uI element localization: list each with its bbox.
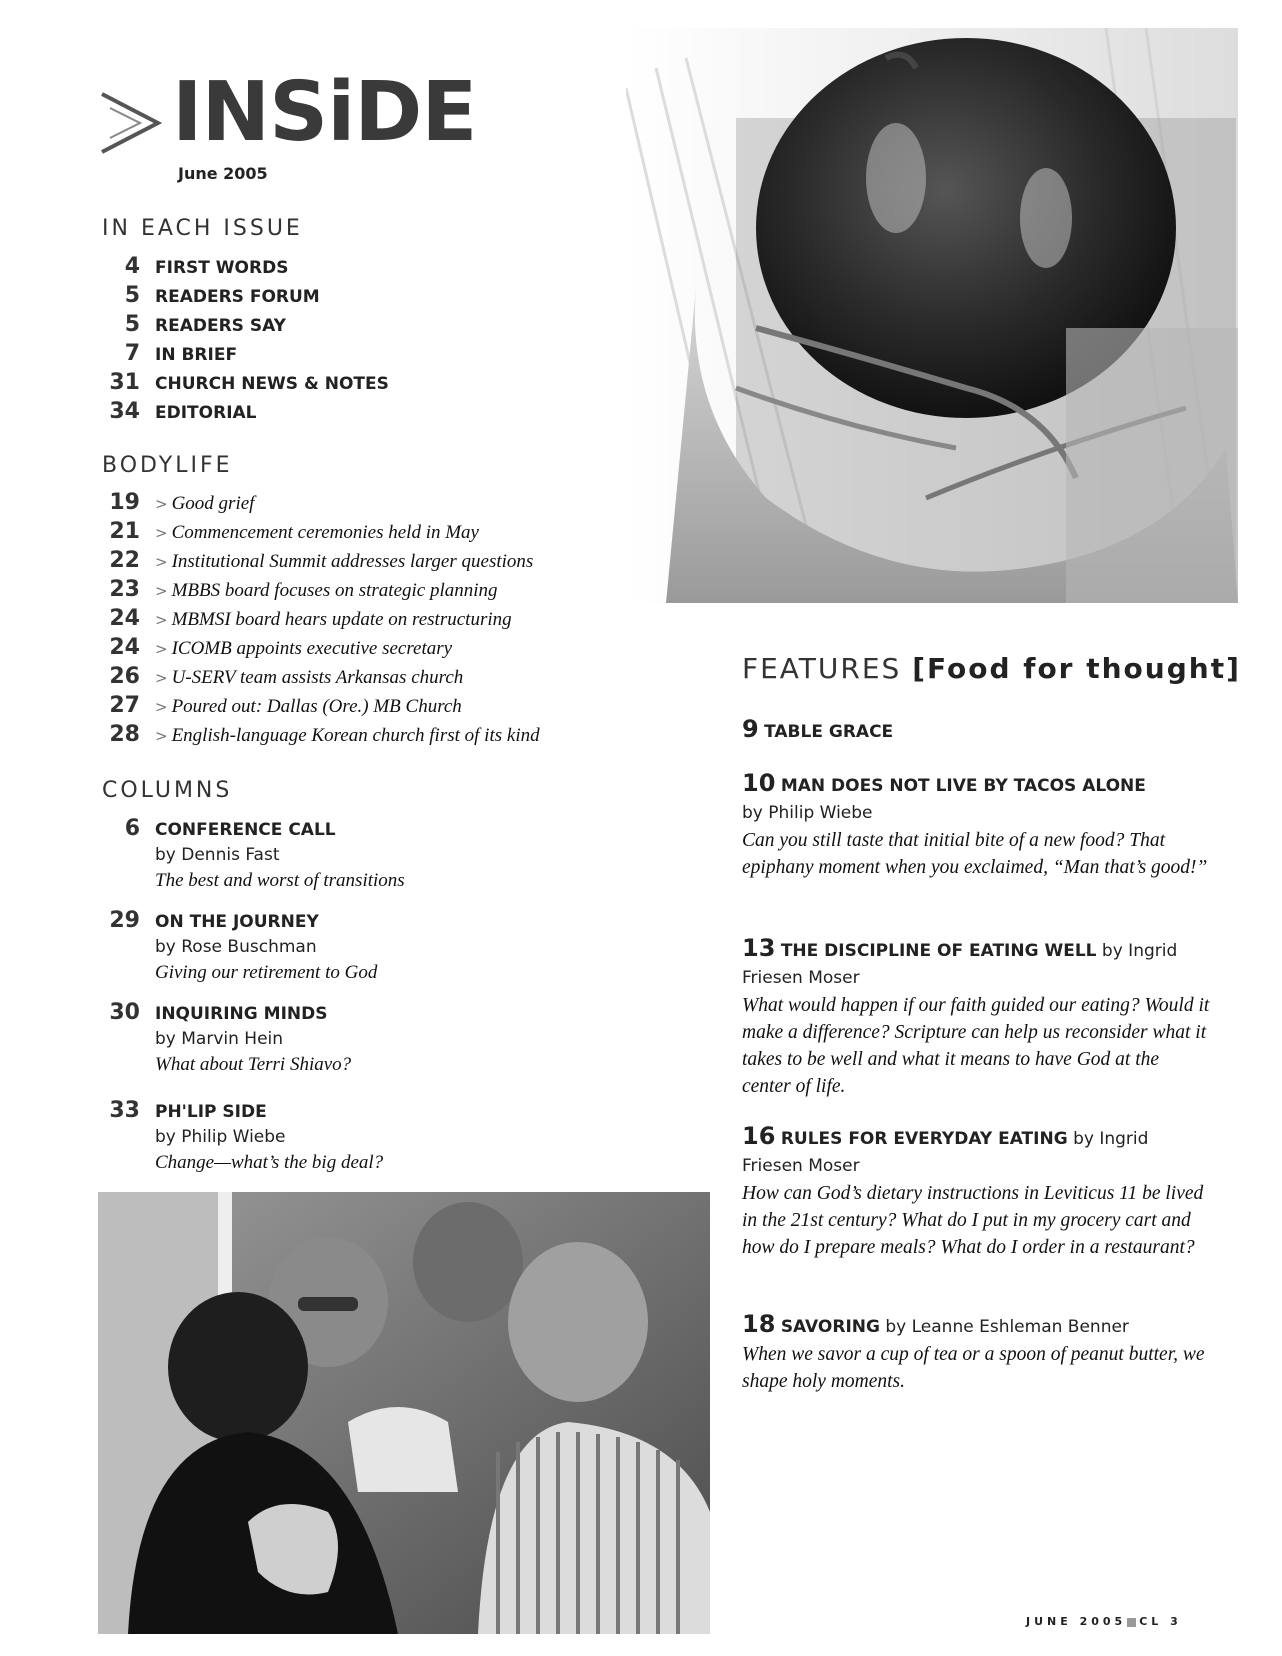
column-description: What about Terri Shiavo? xyxy=(155,1054,352,1075)
item-title: CHURCH NEWS & NOTES xyxy=(155,374,389,394)
page-number: 34 xyxy=(109,399,140,424)
arrow-icon: > xyxy=(155,640,168,658)
list-item[interactable] xyxy=(100,256,520,285)
column-entry[interactable] xyxy=(100,1000,520,1084)
feature-title: TABLE GRACE xyxy=(764,722,894,742)
page-number: 7 xyxy=(124,341,140,366)
feature-byline-cont: Friesen Moser xyxy=(742,1156,860,1176)
page-number: 28 xyxy=(109,722,140,747)
item-title xyxy=(155,551,533,573)
group-prayer-photo xyxy=(98,1192,710,1634)
page-number: 24 xyxy=(109,606,140,631)
feature-byline: by Ingrid xyxy=(1101,941,1178,961)
item-title xyxy=(155,725,540,747)
feature-description: When we savor a cup of tea or a spoon of peanut butter, we shape holy moments. xyxy=(742,1344,1205,1392)
item-text: Institutional Summit addresses larger questions xyxy=(171,551,534,572)
masthead-title: INSiDE xyxy=(172,65,477,160)
feature-title: MAN DOES NOT LIVE BY TACOS ALONE xyxy=(780,776,1146,796)
list-item[interactable] xyxy=(100,550,660,579)
feature-headline xyxy=(742,716,1212,746)
item-text: MBMSI board hears update on restructuring xyxy=(171,609,512,630)
feature-description: What would happen if our faith guided our eating? Would it make a difference? Scripture can help us reconsider what it takes to be well and what it means to have God at the center of life. xyxy=(742,995,1210,1097)
list-item[interactable] xyxy=(100,372,520,401)
column-entry[interactable] xyxy=(100,908,520,992)
chevron-right-icon xyxy=(100,90,162,156)
item-title: IN BRIEF xyxy=(155,345,238,365)
item-title xyxy=(155,667,463,689)
item-title xyxy=(155,696,462,718)
page-number: 27 xyxy=(109,693,140,718)
in-each-issue-heading: IN EACH ISSUE xyxy=(102,216,303,241)
list-item[interactable] xyxy=(100,695,660,724)
feature-byline: by Ingrid xyxy=(1073,1129,1149,1149)
feature-title: RULES FOR EVERYDAY EATING xyxy=(780,1129,1068,1149)
column-title: ON THE JOURNEY xyxy=(155,912,319,932)
item-text: Commencement ceremonies held in May xyxy=(171,522,479,543)
page-number: 29 xyxy=(109,908,140,933)
apple-in-hands-photo xyxy=(626,28,1238,603)
arrow-icon: > xyxy=(155,495,168,513)
item-title xyxy=(155,493,254,515)
columns-heading: COLUMNS xyxy=(102,778,233,803)
bodylife-list xyxy=(100,492,660,753)
page-number: 4 xyxy=(124,254,140,279)
item-title xyxy=(155,638,452,660)
page-number: 18 xyxy=(742,1310,776,1338)
feature-description: Can you still taste that initial bite of a new food? That epiphany moment when you exclaimed, “Man that’s good!” xyxy=(742,830,1208,878)
column-title: CONFERENCE CALL xyxy=(155,820,336,840)
masthead xyxy=(100,65,500,188)
item-title: FIRST WORDS xyxy=(155,258,289,278)
feature-entry[interactable] xyxy=(742,1311,1212,1395)
item-text: U-SERV team assists Arkansas church xyxy=(171,667,464,688)
arrow-icon: > xyxy=(155,727,168,745)
arrow-icon: > xyxy=(155,669,168,687)
list-item[interactable] xyxy=(100,401,520,430)
page-number: 6 xyxy=(124,816,140,841)
item-title: READERS FORUM xyxy=(155,287,320,307)
page-number: 9 xyxy=(742,715,759,743)
list-item[interactable] xyxy=(100,666,660,695)
page-number: 10 xyxy=(742,769,776,797)
feature-entry[interactable] xyxy=(742,935,1212,1100)
page-number: 33 xyxy=(109,1098,140,1123)
feature-title: SAVORING xyxy=(780,1317,880,1337)
arrow-icon: > xyxy=(155,524,168,542)
issue-date: June 2005 xyxy=(178,164,268,183)
column-byline: by Rose Buschman xyxy=(155,937,317,957)
folio-date: JUNE 2005 xyxy=(1026,1615,1127,1628)
page-number: 30 xyxy=(109,1000,140,1025)
item-text: Poured out: Dallas (Ore.) MB Church xyxy=(171,696,462,717)
feature-entry[interactable] xyxy=(742,770,1212,881)
feature-description: How can God’s dietary instructions in Leviticus 11 be lived in the 21st century? What do I put in my grocery cart and how do I prepare meals? What do I order in a restaurant? xyxy=(742,1183,1204,1258)
feature-byline: by Leanne Eshleman Benner xyxy=(885,1317,1129,1337)
folio-page: CL 3 xyxy=(1139,1615,1182,1628)
item-title xyxy=(155,609,512,631)
features-label: FEATURES xyxy=(742,652,902,685)
list-item[interactable] xyxy=(100,521,660,550)
feature-headline xyxy=(742,770,1212,800)
item-title: READERS SAY xyxy=(155,316,286,336)
item-title xyxy=(155,522,479,544)
feature-title: THE DISCIPLINE OF EATING WELL xyxy=(780,941,1097,961)
list-item[interactable] xyxy=(100,579,660,608)
feature-byline: by Philip Wiebe xyxy=(742,803,873,823)
list-item[interactable] xyxy=(100,724,660,753)
column-title: INQUIRING MINDS xyxy=(155,1004,328,1024)
column-title: PH'LIP SIDE xyxy=(155,1102,267,1122)
column-description: Change—what’s the big deal? xyxy=(155,1152,384,1173)
column-description: Giving our retirement to God xyxy=(155,962,378,983)
column-entry[interactable] xyxy=(100,816,520,900)
page-folio xyxy=(1026,1615,1182,1628)
list-item[interactable] xyxy=(100,285,520,314)
features-theme: [Food for thought] xyxy=(912,652,1241,685)
list-item[interactable] xyxy=(100,343,520,372)
page-number: 16 xyxy=(742,1122,776,1150)
page-number: 5 xyxy=(124,283,140,308)
feature-entry[interactable] xyxy=(742,716,1212,746)
feature-byline-cont: Friesen Moser xyxy=(742,968,860,988)
feature-headline xyxy=(742,1123,1212,1153)
item-title xyxy=(155,580,498,602)
in-each-issue-list xyxy=(100,256,520,430)
arrow-icon: > xyxy=(155,611,168,629)
features-heading xyxy=(742,652,1241,685)
page-number: 21 xyxy=(109,519,140,544)
feature-entry[interactable] xyxy=(742,1123,1212,1261)
item-text: Good grief xyxy=(171,493,255,514)
page-number: 24 xyxy=(109,635,140,660)
page-number: 23 xyxy=(109,577,140,602)
page-number: 31 xyxy=(109,370,140,395)
page-number: 13 xyxy=(742,934,776,962)
list-item[interactable] xyxy=(100,314,520,343)
list-item[interactable] xyxy=(100,608,660,637)
page-number: 26 xyxy=(109,664,140,689)
item-text: ICOMB appoints executive secretary xyxy=(171,638,453,659)
list-item[interactable] xyxy=(100,637,660,666)
square-icon xyxy=(1127,1618,1136,1627)
feature-headline xyxy=(742,1311,1212,1341)
bodylife-heading: BODYLIFE xyxy=(102,453,233,478)
item-text: English-language Korean church first of its kind xyxy=(171,725,540,746)
page-number: 22 xyxy=(109,548,140,573)
arrow-icon: > xyxy=(155,553,168,571)
column-byline: by Dennis Fast xyxy=(155,845,280,865)
page-number: 5 xyxy=(124,312,140,337)
feature-headline xyxy=(742,935,1212,965)
list-item[interactable] xyxy=(100,492,660,521)
arrow-icon: > xyxy=(155,582,168,600)
column-byline: by Marvin Hein xyxy=(155,1029,284,1049)
column-entry[interactable] xyxy=(100,1098,520,1182)
page-number: 19 xyxy=(109,490,140,515)
arrow-icon: > xyxy=(155,698,168,716)
column-description: The best and worst of transitions xyxy=(155,870,405,891)
column-byline: by Philip Wiebe xyxy=(155,1127,286,1147)
item-title: EDITORIAL xyxy=(155,403,257,423)
item-text: MBBS board focuses on strategic planning xyxy=(171,580,498,601)
